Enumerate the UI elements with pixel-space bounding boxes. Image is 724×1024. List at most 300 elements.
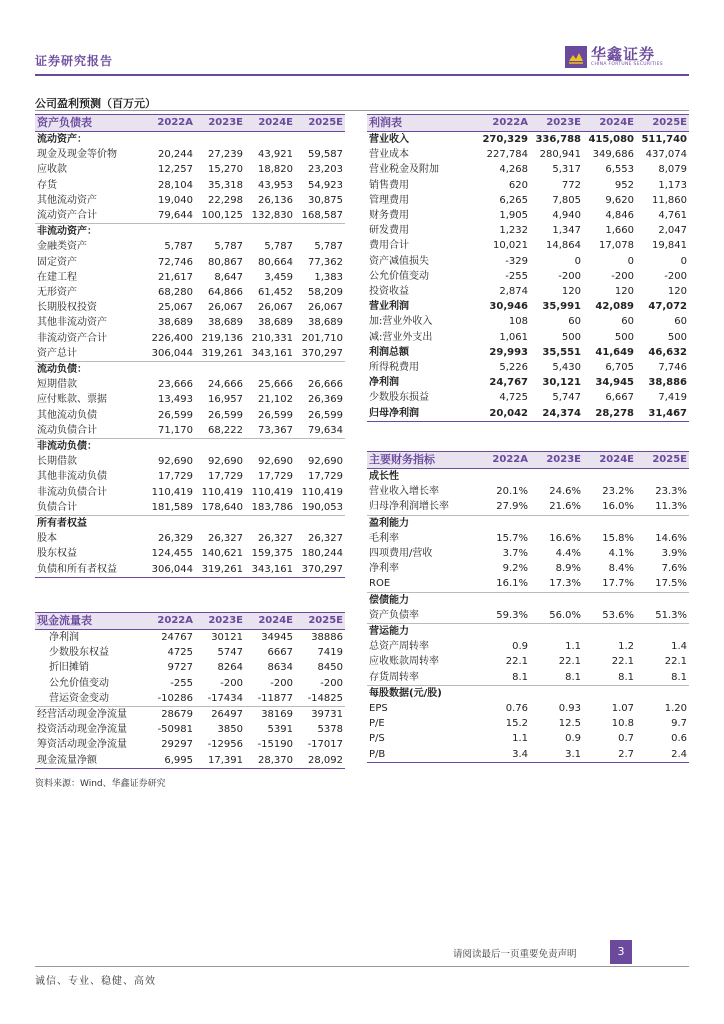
row-label: EPS bbox=[369, 703, 388, 715]
row-value bbox=[477, 624, 530, 640]
row-value: 5,430 bbox=[552, 362, 581, 374]
table-row bbox=[35, 562, 345, 578]
row-value: 68,222 bbox=[208, 424, 243, 436]
row-value: 437,074 bbox=[645, 149, 687, 161]
row-label: 少数股东权益 bbox=[49, 647, 109, 659]
table-row bbox=[35, 753, 345, 769]
row-value: 64,866 bbox=[208, 287, 243, 299]
row-value: 7419 bbox=[317, 647, 343, 659]
row-value: 22.1 bbox=[505, 656, 528, 668]
row-value: 226,400 bbox=[151, 332, 193, 344]
row-value: 12.5 bbox=[558, 718, 581, 730]
row-value bbox=[195, 362, 245, 378]
row-value bbox=[145, 362, 195, 378]
row-label: 资产负债率 bbox=[369, 609, 419, 621]
row-value: 23,666 bbox=[158, 379, 193, 391]
row-value: 110,419 bbox=[151, 486, 193, 498]
row-value: 29297 bbox=[161, 739, 193, 751]
row-label: 财务费用 bbox=[369, 210, 409, 222]
row-value: 183,786 bbox=[251, 501, 293, 513]
row-value: 319,261 bbox=[195, 562, 245, 578]
table-row bbox=[367, 716, 689, 731]
row-value: 30121 bbox=[211, 632, 243, 643]
row-label: 应收款 bbox=[37, 164, 67, 176]
row-value: 8.1 bbox=[565, 671, 581, 683]
row-value: 27,239 bbox=[208, 149, 243, 161]
row-value: 60 bbox=[621, 316, 634, 328]
row-value: 17.3% bbox=[549, 578, 581, 590]
table-row bbox=[367, 193, 689, 208]
row-value: 17,391 bbox=[195, 753, 245, 769]
row-value bbox=[530, 592, 583, 608]
table-row bbox=[35, 531, 345, 546]
row-value: -200 bbox=[270, 677, 293, 689]
balance-sheet-table bbox=[35, 114, 345, 578]
row-value bbox=[295, 439, 345, 455]
row-value: 1,061 bbox=[499, 331, 528, 343]
row-value: 5,787 bbox=[264, 241, 293, 253]
row-value bbox=[477, 685, 530, 701]
row-value: 0.7 bbox=[618, 733, 634, 745]
row-value: 8.1 bbox=[512, 671, 528, 683]
row-value: 620 bbox=[508, 179, 528, 191]
table-row bbox=[367, 162, 689, 177]
row-value: 108 bbox=[508, 316, 528, 328]
row-value: 0.76 bbox=[505, 703, 528, 715]
row-value: 306,044 bbox=[151, 347, 193, 359]
row-value: 7,805 bbox=[552, 194, 581, 206]
income-statement-header bbox=[367, 115, 689, 132]
table-row bbox=[367, 731, 689, 746]
row-label: 长期借款 bbox=[37, 456, 77, 468]
row-value: 110,419 bbox=[251, 486, 293, 498]
row-value: -255 bbox=[170, 677, 193, 689]
row-value: 8.4% bbox=[608, 563, 634, 575]
table-row bbox=[367, 654, 689, 669]
row-value: 5747 bbox=[217, 647, 243, 659]
row-label: 流动资产合计 bbox=[37, 210, 97, 222]
row-value: 26,599 bbox=[158, 409, 193, 421]
table-row bbox=[35, 132, 345, 148]
row-value: 59.3% bbox=[496, 609, 528, 621]
row-value: -17434 bbox=[207, 692, 243, 704]
row-value: 9.2% bbox=[502, 563, 528, 575]
table-row bbox=[35, 255, 345, 270]
row-value: 28,104 bbox=[158, 179, 193, 191]
row-value: 53.6% bbox=[602, 609, 634, 621]
row-value: 8634 bbox=[267, 662, 293, 674]
row-value: 1.07 bbox=[611, 703, 634, 715]
row-value bbox=[636, 469, 689, 485]
row-label: 无形资产 bbox=[37, 287, 77, 299]
row-value: 26497 bbox=[195, 707, 245, 723]
row-value: 26,369 bbox=[308, 394, 343, 406]
row-value: 17,729 bbox=[258, 471, 293, 483]
row-value: 3.1 bbox=[530, 747, 583, 763]
row-value: 280,941 bbox=[539, 149, 581, 161]
row-value: 1,232 bbox=[499, 225, 528, 237]
row-value bbox=[530, 469, 583, 485]
row-value: 24,374 bbox=[530, 406, 583, 422]
table-row bbox=[367, 238, 689, 253]
row-value bbox=[195, 224, 245, 240]
row-value: 22,298 bbox=[208, 194, 243, 206]
row-value: 34945 bbox=[261, 632, 293, 643]
row-value: 35,318 bbox=[208, 179, 243, 191]
row-value: 8,079 bbox=[658, 164, 687, 176]
row-label: 负债和所有者权益 bbox=[35, 562, 145, 578]
row-value: 3.7% bbox=[502, 548, 528, 560]
table-row bbox=[367, 484, 689, 499]
table-row bbox=[367, 701, 689, 716]
table-row bbox=[35, 737, 345, 752]
row-value bbox=[530, 624, 583, 640]
row-value: 34,945 bbox=[595, 377, 634, 389]
row-value bbox=[145, 439, 195, 455]
row-value: 38,689 bbox=[208, 317, 243, 329]
row-value: 47,072 bbox=[648, 301, 687, 313]
year-header: 2025E bbox=[295, 613, 345, 630]
year-header: 2024E bbox=[583, 452, 636, 469]
row-value bbox=[530, 685, 583, 701]
table-row bbox=[35, 331, 345, 346]
cash-flow-title: 现金流量表 bbox=[35, 613, 145, 630]
row-value: 4,725 bbox=[499, 392, 528, 404]
row-value: 60 bbox=[674, 316, 687, 328]
year-header: 2023E bbox=[530, 452, 583, 469]
table-row bbox=[367, 639, 689, 654]
row-value: 5,747 bbox=[552, 392, 581, 404]
row-label: 公允价值变动 bbox=[49, 677, 109, 689]
table-row bbox=[35, 346, 345, 362]
row-value: -15190 bbox=[257, 739, 293, 751]
row-value bbox=[583, 515, 636, 531]
header-divider bbox=[35, 74, 689, 76]
row-value: 16,957 bbox=[208, 394, 243, 406]
row-label: 净利率 bbox=[369, 563, 399, 575]
row-value bbox=[583, 469, 636, 485]
row-value: 8450 bbox=[317, 662, 343, 674]
row-value: 23.2% bbox=[602, 486, 634, 498]
table-row bbox=[35, 147, 345, 162]
balance-sheet-title: 资产负债表 bbox=[35, 115, 145, 132]
cash-flow-table bbox=[35, 612, 345, 769]
row-value: 61,452 bbox=[258, 287, 293, 299]
row-value: 26,067 bbox=[308, 302, 343, 314]
row-value bbox=[530, 515, 583, 531]
row-value: 18,820 bbox=[258, 164, 293, 176]
row-value: 100,125 bbox=[201, 210, 243, 222]
row-value: 14,864 bbox=[546, 240, 581, 252]
row-value: 1,905 bbox=[499, 210, 528, 222]
row-value: 17.5% bbox=[655, 578, 687, 590]
row-value: 11.3% bbox=[655, 501, 687, 513]
row-value bbox=[245, 132, 295, 148]
table-row bbox=[367, 531, 689, 546]
row-value: 0.6 bbox=[671, 733, 687, 745]
year-header: 2024E bbox=[245, 613, 295, 630]
row-label: 金融类资产 bbox=[37, 241, 87, 253]
row-value: 29,993 bbox=[489, 346, 528, 358]
row-value: 26,067 bbox=[208, 302, 243, 314]
row-value: 26,327 bbox=[258, 533, 293, 545]
row-value: 19,040 bbox=[158, 194, 193, 206]
row-value: 28,092 bbox=[295, 753, 345, 769]
income-statement-title: 利润表 bbox=[367, 115, 477, 132]
row-label: 股东权益 bbox=[37, 548, 77, 560]
table-row bbox=[367, 561, 689, 576]
row-value: 38,886 bbox=[648, 377, 687, 389]
row-value: 7,419 bbox=[658, 392, 687, 404]
row-value: 26,067 bbox=[258, 302, 293, 314]
table-row bbox=[367, 269, 689, 284]
row-value: 92,690 bbox=[258, 456, 293, 468]
row-label: 非流动资产合计 bbox=[37, 332, 107, 344]
row-value: 17,729 bbox=[208, 471, 243, 483]
row-label: 资产总计 bbox=[37, 347, 77, 359]
row-label: 现金及现金等价物 bbox=[37, 149, 117, 161]
row-value: 41,649 bbox=[595, 346, 634, 358]
row-value: 7,746 bbox=[658, 362, 687, 374]
row-value: 35,551 bbox=[542, 346, 581, 358]
row-value: 24,666 bbox=[208, 379, 243, 391]
logo-cn-text: 华鑫证券 bbox=[591, 45, 656, 63]
row-value: 73,367 bbox=[258, 424, 293, 436]
table-row bbox=[35, 722, 345, 737]
row-value bbox=[195, 439, 245, 455]
disclaimer-link[interactable]: 请阅读最后一页重要免责声明 bbox=[453, 949, 577, 960]
row-value: 15,270 bbox=[208, 164, 243, 176]
row-value: 38,689 bbox=[258, 317, 293, 329]
row-value: 15.7% bbox=[496, 532, 528, 544]
row-value: 15.2 bbox=[505, 718, 528, 730]
row-value: 3,459 bbox=[264, 271, 293, 283]
row-value: 12,257 bbox=[158, 164, 193, 176]
row-value bbox=[583, 685, 636, 701]
row-label: 短期借款 bbox=[37, 379, 77, 391]
row-value: 26,666 bbox=[308, 379, 343, 391]
row-value: 1,660 bbox=[605, 225, 634, 237]
row-value: 5,226 bbox=[499, 362, 528, 374]
row-label: 现金流量净额 bbox=[35, 753, 145, 769]
table-row bbox=[35, 660, 345, 675]
table-row bbox=[35, 469, 345, 484]
row-value: 30,875 bbox=[308, 194, 343, 206]
row-value: 0.9 bbox=[512, 641, 528, 653]
row-value: 58,209 bbox=[308, 287, 343, 299]
row-value: 4,940 bbox=[552, 210, 581, 222]
table-row bbox=[367, 223, 689, 238]
row-label: 其他流动负债 bbox=[37, 409, 97, 421]
table-row bbox=[367, 254, 689, 269]
row-value: 38886 bbox=[311, 632, 343, 643]
row-value: 17.7% bbox=[602, 578, 634, 590]
row-value: 17,729 bbox=[158, 471, 193, 483]
row-label: 盈利能力 bbox=[367, 515, 477, 531]
row-value: 0 bbox=[680, 255, 687, 267]
row-value: 336,788 bbox=[535, 134, 581, 145]
row-value: 22.1 bbox=[664, 656, 687, 668]
row-value: 26,136 bbox=[258, 194, 293, 206]
row-value: 80,664 bbox=[258, 256, 293, 268]
row-value: 20.1% bbox=[496, 486, 528, 498]
table-row bbox=[35, 377, 345, 392]
row-value: 92,690 bbox=[308, 456, 343, 468]
row-label: 股本 bbox=[37, 533, 57, 545]
row-value: 343,161 bbox=[245, 562, 295, 578]
table-row bbox=[35, 691, 345, 707]
row-value: 7.6% bbox=[661, 563, 687, 575]
row-label: 营业税金及附加 bbox=[369, 164, 439, 176]
row-value: 21.6% bbox=[549, 501, 581, 513]
row-value: 28,278 bbox=[583, 406, 636, 422]
row-value: 1,383 bbox=[314, 271, 343, 283]
table-row bbox=[35, 239, 345, 254]
table-row bbox=[35, 224, 345, 240]
row-label: 营运能力 bbox=[367, 624, 477, 640]
source-note: 资料来源：Wind、华鑫证券研究 bbox=[35, 779, 166, 789]
key-indicators-title: 主要财务指标 bbox=[367, 452, 477, 469]
row-value: 26,599 bbox=[258, 409, 293, 421]
year-header: 2025E bbox=[636, 115, 689, 132]
row-value bbox=[245, 439, 295, 455]
section-title: 公司盈利预测（百万元） bbox=[35, 97, 156, 110]
row-value: 79,634 bbox=[308, 424, 343, 436]
table-row bbox=[367, 284, 689, 299]
key-indicators-header bbox=[367, 452, 689, 469]
row-value: -14825 bbox=[307, 692, 343, 704]
row-label: 营业成本 bbox=[369, 149, 409, 161]
row-label: 流动负债合计 bbox=[37, 424, 97, 436]
row-value: 319,261 bbox=[201, 347, 243, 359]
footer-divider bbox=[35, 966, 689, 967]
footer-slogan: 诚信、专业、稳健、高效 bbox=[35, 976, 156, 987]
row-value: 2,874 bbox=[499, 286, 528, 298]
row-value: 24767 bbox=[161, 632, 193, 643]
row-value: -200 bbox=[664, 270, 687, 282]
row-value: 500 bbox=[667, 331, 687, 343]
row-label: 非流动负债合计 bbox=[37, 486, 107, 498]
row-value bbox=[477, 592, 530, 608]
row-value: 92,690 bbox=[208, 456, 243, 468]
row-value: 16.0% bbox=[602, 501, 634, 513]
row-label: 投资活动现金净流量 bbox=[37, 724, 127, 736]
table-row bbox=[35, 454, 345, 469]
row-label: 营业收入 bbox=[369, 134, 409, 145]
row-value: 500 bbox=[614, 331, 634, 343]
row-value: 26,329 bbox=[158, 533, 193, 545]
row-value: 28679 bbox=[145, 707, 195, 723]
table-row bbox=[367, 608, 689, 624]
report-type-label: 证券研究报告 bbox=[35, 54, 114, 68]
row-label: 其他非流动负债 bbox=[37, 471, 107, 483]
row-label: 净利润 bbox=[369, 377, 399, 389]
row-value: -200 bbox=[320, 677, 343, 689]
row-value: 79,644 bbox=[158, 210, 193, 222]
row-value: 35,991 bbox=[542, 301, 581, 313]
row-value: 68,280 bbox=[158, 287, 193, 299]
row-label: 负债合计 bbox=[37, 501, 77, 513]
logo-en-text: CHINA FORTUNE SECURITIES bbox=[591, 62, 663, 67]
year-header: 2022A bbox=[145, 115, 195, 132]
row-value: 2.7 bbox=[583, 747, 636, 763]
row-label: 销售费用 bbox=[369, 179, 409, 191]
row-label: 费用合计 bbox=[369, 240, 409, 252]
row-value: -255 bbox=[505, 270, 528, 282]
row-value: 60 bbox=[568, 316, 581, 328]
table-row bbox=[35, 516, 345, 532]
row-value: -329 bbox=[505, 255, 528, 267]
row-label: 流动负债： bbox=[35, 362, 145, 378]
row-value: 6,667 bbox=[605, 392, 634, 404]
row-value: 14.6% bbox=[655, 532, 687, 544]
row-value: 110,419 bbox=[301, 486, 343, 498]
year-header: 2022A bbox=[477, 115, 530, 132]
row-label: 筹资活动现金净流量 bbox=[37, 739, 127, 751]
row-value: 51.3% bbox=[655, 609, 687, 621]
row-value: 511,740 bbox=[641, 134, 687, 145]
table-row bbox=[35, 208, 345, 224]
row-value: 8,647 bbox=[214, 271, 243, 283]
table-row bbox=[367, 515, 689, 531]
year-header: 2024E bbox=[245, 115, 295, 132]
row-value bbox=[295, 132, 345, 148]
row-label: 净利润 bbox=[49, 632, 79, 643]
row-value: -11877 bbox=[257, 692, 293, 704]
table-row bbox=[35, 362, 345, 378]
row-value: 17,078 bbox=[599, 240, 634, 252]
row-value: 22.1 bbox=[611, 656, 634, 668]
row-value bbox=[636, 624, 689, 640]
row-value bbox=[195, 132, 245, 148]
company-logo bbox=[565, 46, 663, 68]
row-value: 30,121 bbox=[542, 377, 581, 389]
table-row bbox=[367, 685, 689, 701]
table-row bbox=[367, 576, 689, 592]
row-value: 59,587 bbox=[308, 149, 343, 161]
row-value: 3.9% bbox=[661, 548, 687, 560]
row-label: 营运资金变动 bbox=[49, 692, 109, 704]
row-value: 8264 bbox=[217, 662, 243, 674]
row-label: 公允价值变动 bbox=[369, 270, 429, 282]
row-label: 利润总额 bbox=[369, 346, 409, 358]
row-value: 5,787 bbox=[214, 241, 243, 253]
row-value: 4.1% bbox=[608, 548, 634, 560]
row-value: 77,362 bbox=[308, 256, 343, 268]
row-value: 38169 bbox=[245, 707, 295, 723]
row-value: 1.2 bbox=[618, 641, 634, 653]
row-value bbox=[145, 516, 195, 532]
row-value: 1.20 bbox=[664, 703, 687, 715]
row-value: 168,587 bbox=[301, 210, 343, 222]
row-value: 8.1 bbox=[618, 671, 634, 683]
table-row bbox=[35, 392, 345, 407]
row-value: 349,686 bbox=[592, 149, 634, 161]
logo-icon bbox=[565, 46, 587, 68]
row-value: 2.4 bbox=[636, 747, 689, 763]
row-label: 毛利率 bbox=[369, 532, 399, 544]
table-row bbox=[367, 406, 689, 422]
row-value: 4,761 bbox=[658, 210, 687, 222]
row-value: 10.8 bbox=[611, 718, 634, 730]
row-value bbox=[245, 362, 295, 378]
row-label: 非流动资产： bbox=[35, 224, 145, 240]
row-value: 1,347 bbox=[552, 225, 581, 237]
row-value bbox=[477, 515, 530, 531]
key-indicators-table bbox=[367, 451, 689, 763]
row-value: 56.0% bbox=[549, 609, 581, 621]
year-header: 2025E bbox=[295, 115, 345, 132]
